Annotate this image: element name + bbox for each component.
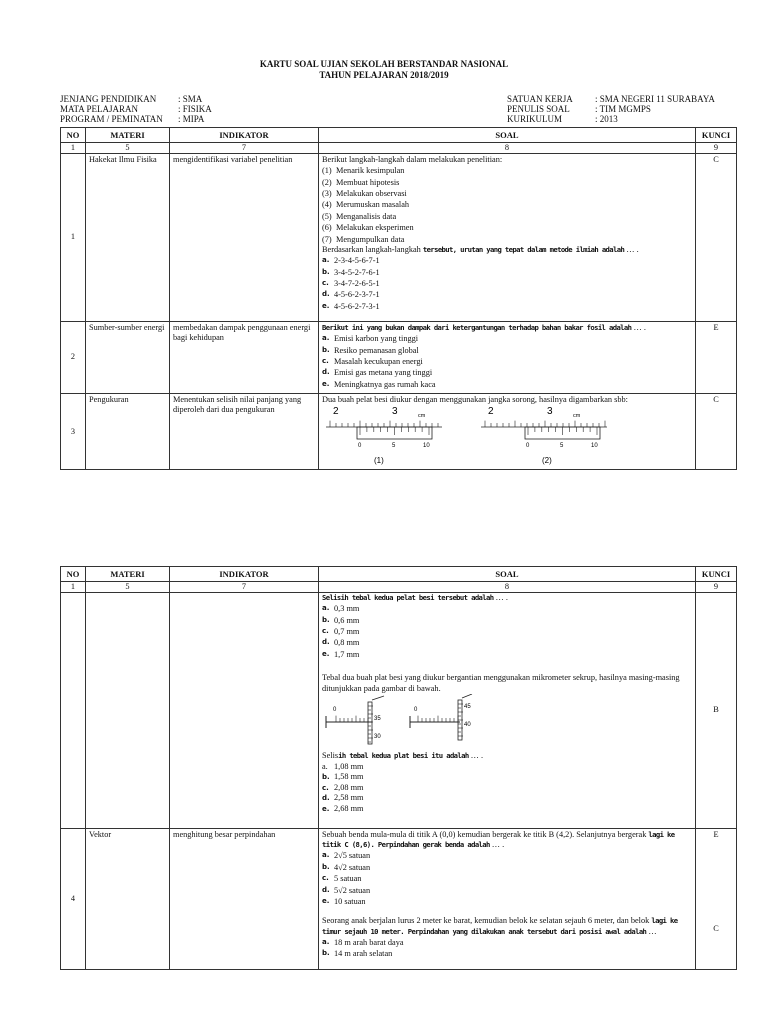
question-end: … . <box>489 840 505 850</box>
option-letter: c. <box>322 357 329 366</box>
list-item <box>322 211 692 222</box>
row-number: 1 <box>61 154 86 322</box>
question-bold: lagi ke timur sejauh 10 meter. Perpindahan yang dilakukan anak tersebut dari posisi awal adalah <box>322 916 678 936</box>
col-header-kunci: KUNCI <box>696 128 737 143</box>
option-text: 2-3-4-5-6-7-1 <box>334 256 380 266</box>
question-plain: Berdasarkan langkah-langkah <box>322 245 423 255</box>
micrometer-figure <box>322 694 690 748</box>
spacer <box>322 660 692 672</box>
vernier-label-5: 5 <box>560 443 564 450</box>
option-e <box>322 896 692 907</box>
item-number: (4) <box>322 200 332 210</box>
question-end: … . <box>468 751 484 761</box>
spacer <box>699 840 733 924</box>
option-a <box>322 762 692 773</box>
meta-key: JENJANG PENDIDIKAN <box>60 94 157 104</box>
vernier-label-10: 10 <box>423 443 430 450</box>
question-text-3 <box>322 751 692 761</box>
option-a <box>322 333 692 344</box>
option-text: 1,7 mm <box>334 649 360 659</box>
option-letter: c. <box>322 783 329 792</box>
soal-cell <box>319 322 696 394</box>
item-text: Merumuskan masalah <box>336 200 410 210</box>
option-text: Meningkatnya gas rumah kaca <box>334 379 436 389</box>
indikator-cell: mengidentifikasi variabel penelitian <box>170 154 319 322</box>
question-text: Dua buah pelat besi diukur dengan menggunakan jangka sorong, hasilnya digambarkan sbb: <box>322 395 628 404</box>
question-text-2: Tebal dua buah plat besi yang diukur bergantian menggunakan mikrometer sekrup, hasilnya masing-masing ditunjukkan pada gambar di bawah. <box>322 673 680 694</box>
option-text: Masalah kecukupan energi <box>334 357 423 367</box>
col-header-materi: MATERI <box>86 567 170 582</box>
question-bold: Berikut ini yang bukan dampak dari ketergantungan terhadap bahan bakar fosil adalah <box>322 323 632 332</box>
meta-value: : MIPA <box>178 114 205 124</box>
col-header-kunci: KUNCI <box>696 567 737 582</box>
option-text: 0,8 mm <box>334 638 360 648</box>
option-text: 2√5 satuan <box>334 851 371 861</box>
question-end: … . <box>631 323 646 332</box>
col-header-indikator: INDIKATOR <box>170 567 319 582</box>
row-number <box>61 593 86 829</box>
option-c <box>322 783 692 794</box>
option-letter: c. <box>322 279 329 288</box>
option-text: 0,3 mm <box>334 604 360 614</box>
micrometer-1 <box>326 696 384 744</box>
col-number: 1 <box>61 582 86 593</box>
option-letter: e. <box>322 301 330 310</box>
option-e <box>322 804 692 815</box>
kunci-value-1: E <box>713 830 719 839</box>
sleeve-label-0: 0 <box>414 707 418 714</box>
table-row <box>61 593 737 829</box>
option-text: 14 m arah selatan <box>334 949 393 959</box>
sleeve-ticks <box>418 716 458 722</box>
indikator-cell <box>170 593 319 829</box>
table-row <box>61 829 737 970</box>
option-letter: b. <box>322 615 330 624</box>
option-text: 4-5-6-2-3-7-1 <box>334 290 380 300</box>
soal-cell <box>319 154 696 322</box>
option-letter: c. <box>322 627 329 636</box>
table-row <box>61 394 737 470</box>
table-row <box>61 322 737 394</box>
option-letter: a. <box>322 256 330 265</box>
main-scale-label-3: 3 <box>547 406 553 418</box>
question-intro: Berikut langkah-langkah dalam melakukan penelitian: <box>322 155 503 164</box>
spacer <box>322 907 692 916</box>
option-letter: a. <box>322 851 330 860</box>
materi-cell: Sumber-sumber energi <box>86 322 170 394</box>
question-text <box>322 593 692 603</box>
vernier-label-10: 10 <box>591 443 598 450</box>
vernier-caliper-1 <box>326 406 442 465</box>
row-number: 4 <box>61 829 86 970</box>
item-text: Melakukan eksperimen <box>336 223 414 233</box>
soal-cell <box>319 593 696 829</box>
option-letter: e. <box>322 379 330 388</box>
option-d <box>322 885 692 896</box>
question-plain: Seorang anak berjalan lurus 2 meter ke barat, kemudian belok ke selatan sejauh 6 meter, dan belok <box>322 916 652 926</box>
option-c <box>322 278 692 289</box>
option-text: 2,08 mm <box>334 782 364 792</box>
question-table-1 <box>60 127 737 470</box>
option-b <box>322 772 692 783</box>
materi-cell: Pengukuran <box>86 394 170 470</box>
item-number: (5) <box>322 211 332 221</box>
option-letter: d. <box>322 290 330 299</box>
col-number: 9 <box>696 582 737 593</box>
option-a <box>322 603 692 614</box>
option-b <box>322 948 692 959</box>
soal-cell <box>319 394 696 470</box>
sleeve-label-0: 0 <box>333 707 337 714</box>
option-text: 0,6 mm <box>334 615 360 625</box>
list-item <box>322 199 692 210</box>
option-text: Resiko pemanasan global <box>334 345 419 355</box>
thimble-label-bottom: 40 <box>464 722 471 729</box>
option-e <box>322 301 692 312</box>
option-text: 3-4-7-2-6-5-1 <box>334 279 380 289</box>
unit-label: cm <box>418 413 426 420</box>
option-letter: e. <box>322 897 330 906</box>
option-text: 3-4-5-2-7-6-1 <box>334 267 380 277</box>
option-b <box>322 615 692 626</box>
meta-key: SATUAN KERJA <box>507 94 573 104</box>
col-number: 8 <box>319 582 696 593</box>
question-text <box>322 323 692 333</box>
title-line-1: KARTU SOAL UJIAN SEKOLAH BERSTANDAR NASIONAL <box>259 59 509 69</box>
meta-key: MATA PELAJARAN <box>60 104 139 114</box>
item-text: Menarik kesimpulan <box>336 166 405 176</box>
question-table-2 <box>60 566 737 970</box>
question-bold: lagi ke titik C (8,6). Perpindahan gerak benda adalah <box>322 830 675 850</box>
question-end: … . <box>493 593 508 602</box>
col-header-soal: SOAL <box>319 128 696 143</box>
micrometer-2 <box>410 694 472 740</box>
meta-key: PENULIS SOAL <box>507 104 570 114</box>
col-number: 7 <box>170 582 319 593</box>
caption-1: (1) <box>374 456 384 466</box>
option-letter: e. <box>322 649 330 658</box>
col-header-materi: MATERI <box>86 128 170 143</box>
row-number: 2 <box>61 322 86 394</box>
col-header-no: NO <box>61 567 86 582</box>
option-text: Emisi karbon yang tinggi <box>334 334 419 344</box>
option-text: 2,68 mm <box>334 803 364 813</box>
option-letter: d. <box>322 885 330 894</box>
item-number: (3) <box>322 189 332 199</box>
option-a <box>322 937 692 948</box>
meta-value: : TIM MGMPS <box>595 104 651 114</box>
meta-value: : FISIKA <box>178 104 212 114</box>
question-bold: Selisih tebal kedua pelat besi tersebut adalah <box>322 593 494 602</box>
col-header-no: NO <box>61 128 86 143</box>
question-end: … . <box>624 245 639 255</box>
thimble-label-top: 45 <box>464 704 471 711</box>
main-scale-ticks <box>330 421 438 427</box>
meta-value: : SMA NEGERI 11 SURABAYA <box>595 94 715 104</box>
unit-label: cm <box>573 413 581 420</box>
main-scale-label-3: 3 <box>392 406 398 418</box>
option-text: 4√2 satuan <box>334 862 371 872</box>
option-e <box>322 379 692 390</box>
kunci-value-2: C <box>713 924 719 934</box>
option-text: 1,58 mm <box>334 772 364 782</box>
item-text: Menganalisis data <box>336 211 397 221</box>
materi-cell <box>86 593 170 829</box>
item-text: Membuat hipotesis <box>336 177 400 187</box>
col-number: 7 <box>170 143 319 154</box>
kunci-cell <box>696 829 737 970</box>
option-e <box>322 649 692 660</box>
indikator-cell: membedakan dampak penggunaan energi bagi kehidupan <box>170 322 319 394</box>
option-letter: a. <box>322 334 330 343</box>
option-text: 2,58 mm <box>334 793 364 803</box>
main-scale-label-2: 2 <box>488 406 494 418</box>
list-item <box>322 234 692 245</box>
soal-cell <box>319 829 696 970</box>
item-number: (1) <box>322 166 332 176</box>
option-letter: e. <box>322 804 330 813</box>
kunci-cell: C <box>696 154 737 322</box>
kunci-cell: E <box>696 322 737 394</box>
item-number: (7) <box>322 234 332 244</box>
col-header-soal: SOAL <box>319 567 696 582</box>
vernier-caliper-2 <box>481 406 607 465</box>
meta-value: : 2013 <box>595 114 618 124</box>
option-letter: d. <box>322 794 330 803</box>
vernier-caliper-figure <box>322 405 690 465</box>
option-letter: a. <box>322 604 330 613</box>
item-number: (6) <box>322 223 332 233</box>
item-text: Melakukan observasi <box>336 189 407 199</box>
kunci-cell: C <box>696 394 737 470</box>
option-text: 5√2 satuan <box>334 885 371 895</box>
option-letter: b. <box>322 949 330 958</box>
col-number: 9 <box>696 143 737 154</box>
option-text: 18 m arah barat daya <box>334 937 404 947</box>
main-scale-ticks <box>485 421 605 427</box>
option-letter: a. <box>322 761 328 771</box>
option-letter: b. <box>322 862 330 871</box>
question-bold: tersebut, urutan yang tepat dalam metode ilmiah adalah <box>422 245 625 255</box>
kunci-cell: B <box>696 593 737 829</box>
thimble-label-bottom: 30 <box>374 734 381 741</box>
meta-value: : SMA <box>178 94 203 104</box>
option-a <box>322 255 692 266</box>
sleeve-ticks <box>336 716 368 722</box>
option-letter: d. <box>322 638 330 647</box>
main-scale-label-2: 2 <box>333 406 339 418</box>
thimble-label-top: 35 <box>374 716 381 723</box>
row-number: 3 <box>61 394 86 470</box>
question-plain: Selis <box>322 751 339 761</box>
option-d <box>322 637 692 648</box>
option-text: 1,08 mm <box>334 761 364 771</box>
option-letter: b. <box>322 773 330 782</box>
option-letter: b. <box>322 267 330 276</box>
option-letter: d. <box>322 368 330 377</box>
option-b <box>322 267 692 278</box>
option-b <box>322 345 692 356</box>
indikator-cell: menghitung besar perpindahan <box>170 829 319 970</box>
materi-cell: Hakekat Ilmu Fisika <box>86 154 170 322</box>
meta-right <box>507 94 715 124</box>
col-number: 1 <box>61 143 86 154</box>
list-item <box>322 165 692 176</box>
list-item <box>322 188 692 199</box>
vernier-ticks <box>528 427 597 435</box>
item-number: (2) <box>322 177 332 187</box>
title-line-2: TAHUN PELAJARAN 2018/2019 <box>319 70 449 80</box>
materi-cell: Vektor <box>86 829 170 970</box>
caption-2: (2) <box>542 456 552 466</box>
meta-left <box>60 94 212 124</box>
vernier-ticks <box>360 427 429 435</box>
option-text: 0,7 mm <box>334 627 360 637</box>
col-number: 5 <box>86 582 170 593</box>
option-letter: c. <box>322 874 329 883</box>
vernier-label-0: 0 <box>526 443 530 450</box>
vernier-label-0: 0 <box>358 443 362 450</box>
question-plain: Sebuah benda mula-mula di titik A (0,0) kemudian bergerak ke titik B (4,2). Selanjutnya bergerak <box>322 830 649 839</box>
option-c <box>322 356 692 367</box>
question-text <box>322 830 692 850</box>
option-d <box>322 289 692 300</box>
list-item <box>322 222 692 233</box>
option-text: 4-5-6-2-7-3-1 <box>334 301 380 311</box>
indikator-cell: Menentukan selisih nilai panjang yang diperoleh dari dua pengukuran <box>170 394 319 470</box>
question-text <box>322 245 692 255</box>
option-d <box>322 793 692 804</box>
table-row <box>61 154 737 322</box>
item-text: Mengumpulkan data <box>336 234 405 244</box>
col-number: 8 <box>319 143 696 154</box>
thimble-edge <box>462 694 472 698</box>
option-c <box>322 626 692 637</box>
option-letter: a. <box>322 937 330 946</box>
option-letter: b. <box>322 345 330 354</box>
option-text: 10 satuan <box>334 897 366 907</box>
col-number: 5 <box>86 143 170 154</box>
option-text: 5 satuan <box>334 874 362 884</box>
question-end: … <box>646 926 657 936</box>
vernier-label-5: 5 <box>392 443 396 450</box>
col-header-indikator: INDIKATOR <box>170 128 319 143</box>
question-text-2 <box>322 916 692 936</box>
option-a <box>322 850 692 861</box>
thimble-edge <box>372 696 384 700</box>
option-c <box>322 873 692 884</box>
question-bold: ih tebal kedua plat besi itu adalah <box>338 751 469 761</box>
option-b <box>322 862 692 873</box>
meta-key: PROGRAM / PEMINATAN <box>60 114 163 124</box>
meta-key: KURIKULUM <box>507 114 562 124</box>
option-text: Emisi gas metana yang tinggi <box>334 368 433 378</box>
list-item <box>322 177 692 188</box>
option-d <box>322 367 692 378</box>
